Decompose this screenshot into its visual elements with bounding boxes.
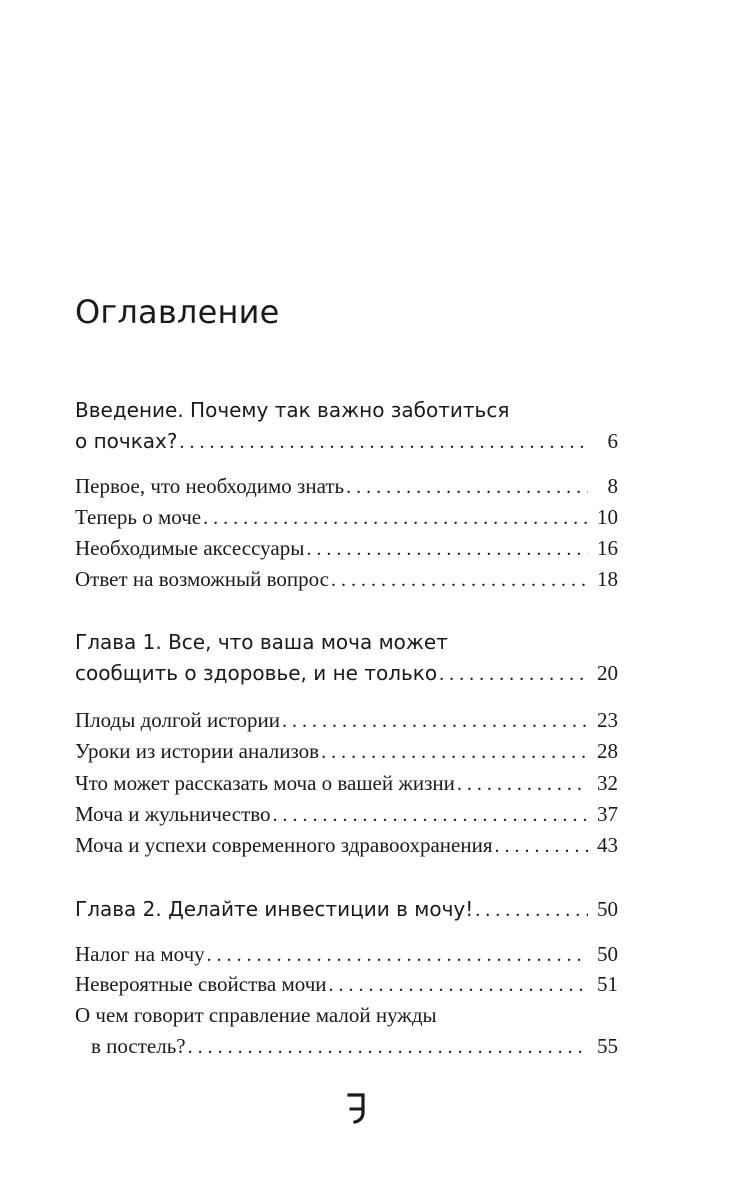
toc-section-entry — [75, 830, 618, 861]
toc-line — [75, 471, 618, 502]
toc-entry-text: Налог на мочу — [75, 942, 205, 966]
toc-page-number: 23 — [597, 708, 618, 732]
toc-entry-text: Глава 2. Делайте инвестиции в мочу! — [75, 897, 474, 921]
toc-section-entry — [75, 705, 618, 736]
page-folio-glyph-icon — [345, 1092, 371, 1126]
toc-page-number: 51 — [597, 972, 618, 996]
toc-entry-text: Уроки из истории анализов — [75, 739, 320, 763]
toc-entry-text: Моча и успехи современного здравоохранения — [75, 833, 493, 857]
dot-leader — [457, 769, 588, 800]
toc-entry-text: Введение. Почему так важно заботиться — [75, 398, 510, 422]
dot-leader — [207, 940, 588, 971]
toc-line — [75, 830, 618, 861]
toc-entry-text: Глава 1. Все, что ваша моча может — [75, 630, 448, 654]
toc-section-entry — [75, 736, 618, 767]
dot-leader — [329, 970, 588, 1001]
toc-chapter-entry — [75, 395, 618, 457]
toc-line — [75, 658, 618, 689]
toc-line — [75, 395, 618, 426]
toc-entry-text: Необходимые аксессуары — [75, 536, 305, 560]
toc-chapter-entry — [75, 894, 618, 925]
dot-leader — [273, 800, 588, 831]
toc-page-number: 8 — [607, 474, 618, 498]
toc-entry-text: Плоды долгой истории — [75, 708, 280, 732]
toc-line — [75, 564, 618, 595]
dot-leader — [475, 895, 588, 926]
dot-leader — [439, 659, 588, 690]
toc-line — [75, 1031, 618, 1062]
toc-page-number: 10 — [597, 505, 618, 529]
toc-line — [75, 799, 618, 830]
toc-entry-text: Моча и жульничество — [75, 802, 271, 826]
toc-line — [75, 502, 618, 533]
toc-line — [75, 627, 618, 658]
toc-page-number: 37 — [597, 802, 618, 826]
toc-line — [75, 768, 618, 799]
page-title: Оглавление — [75, 293, 280, 331]
toc-entry-text: О чем говорит справление малой нужды — [75, 1003, 437, 1027]
toc-line — [75, 426, 618, 457]
toc-section-entry — [75, 768, 618, 799]
toc-page-number: 50 — [597, 942, 618, 966]
toc-section-entry — [75, 799, 618, 830]
dot-leader — [180, 427, 588, 458]
dot-leader — [188, 1032, 588, 1063]
toc-page-number: 16 — [597, 536, 618, 560]
toc-line — [75, 939, 618, 970]
dot-leader — [321, 737, 588, 768]
dot-leader — [203, 503, 588, 534]
toc-entry-text: Невероятные свойства мочи — [75, 972, 327, 996]
toc-entry-text: сообщить о здоровье, и не только — [75, 661, 438, 685]
toc-section-entry — [75, 471, 618, 502]
toc-section-entry — [75, 969, 618, 1000]
toc-page-number: 55 — [597, 1034, 618, 1058]
toc-page-number: 20 — [597, 661, 618, 685]
toc-entry-text: Теперь о моче — [75, 505, 202, 529]
dot-leader — [346, 472, 588, 503]
dot-leader — [331, 565, 588, 596]
toc-entry-text: в постель? — [91, 1034, 186, 1058]
toc-section-entry — [75, 564, 618, 595]
toc-section-entry — [75, 533, 618, 564]
toc-entry-text: Что может рассказать моча о вашей жизни — [75, 771, 455, 795]
toc-page-number: 6 — [607, 429, 618, 453]
toc-line — [75, 736, 618, 767]
dot-leader — [495, 831, 589, 862]
toc-section-entry — [75, 939, 618, 970]
toc-section-entry — [75, 502, 618, 533]
toc-line — [75, 705, 618, 736]
toc-entry-text: Ответ на возможный вопрос — [75, 567, 329, 591]
dot-leader — [282, 706, 588, 737]
toc-line — [75, 533, 618, 564]
toc-page-number: 50 — [597, 897, 618, 921]
toc-entry-text: Первое, что необходимо знать — [75, 474, 345, 498]
toc-line — [75, 969, 618, 1000]
toc-line — [75, 1000, 618, 1031]
toc-page-number: 43 — [597, 833, 618, 857]
toc-chapter-entry — [75, 627, 618, 689]
toc-entry-text: о почках? — [75, 429, 178, 453]
dot-leader — [306, 534, 588, 565]
toc-page-number: 18 — [597, 567, 618, 591]
toc-page-number: 28 — [597, 739, 618, 763]
toc-page-number: 32 — [597, 771, 618, 795]
toc-line — [75, 894, 618, 925]
toc-section-entry — [75, 1000, 618, 1062]
